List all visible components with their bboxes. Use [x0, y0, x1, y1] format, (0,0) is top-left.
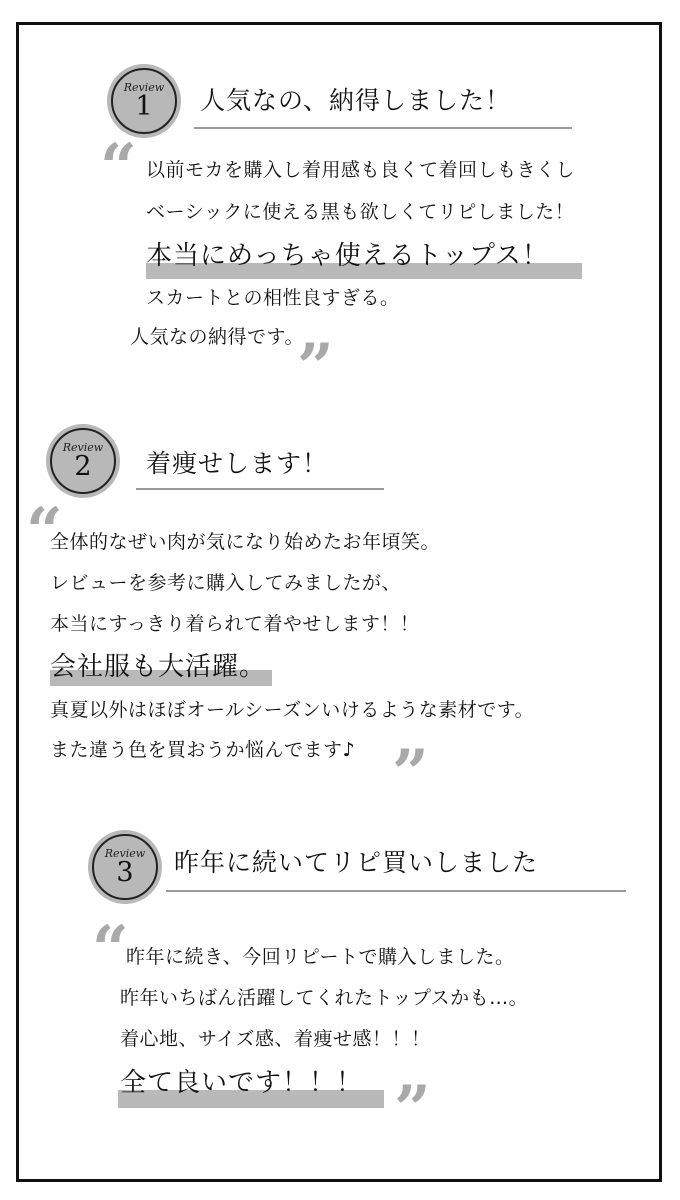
- review-title: 昨年に続いてリピ買いしました: [174, 848, 539, 877]
- review-text-line: 人気なの納得です。: [130, 326, 304, 348]
- review-text-line: また違う色を買おうか悩んでます♪: [50, 739, 356, 761]
- open-quote-icon: “: [26, 494, 63, 569]
- review-text-line: レビューを参考に購入してみましたが、: [50, 572, 402, 594]
- review-text-line: 以前モカを購入し着用感も良くて着回しもきくし: [146, 159, 576, 181]
- review-badge-3: [88, 830, 162, 904]
- review-number: 1: [135, 91, 153, 122]
- title-underline: [166, 890, 626, 892]
- review-text-line: 昨年いちばん活躍してくれたトップスかも…。: [120, 987, 529, 1009]
- review-highlight-text: 全て良いです！！！: [120, 1068, 364, 1098]
- review-badge-label: Review: [62, 441, 104, 454]
- title-underline: [194, 127, 572, 129]
- review-text-line: スカートとの相性良すぎる。: [146, 287, 400, 309]
- title-underline: [136, 488, 384, 490]
- review-highlight-text: 会社服も大活躍。: [50, 652, 267, 682]
- close-quote-icon: ”: [394, 1072, 431, 1147]
- review-badge-label: Review: [123, 81, 165, 94]
- review-title: 人気なの、納得しました！: [200, 86, 512, 115]
- review-text-line: 昨年に続き、今回リピートで購入しました。: [126, 946, 515, 968]
- open-quote-icon: “: [100, 130, 137, 205]
- review-text-line: 真夏以外はほぼオールシーズンいけるような素材です。: [50, 699, 535, 721]
- review-text-line: 本当にすっきり着られて着やせします！！: [50, 613, 420, 635]
- close-quote-icon: ”: [392, 736, 429, 811]
- review-text-line: 全体的なぜい肉が気になり始めたお年頃笑。: [50, 531, 441, 553]
- review-badge-1: [107, 64, 181, 138]
- review-number: 2: [74, 451, 92, 482]
- review-number: 3: [116, 857, 134, 888]
- close-quote-icon: ”: [297, 330, 334, 405]
- review-text-line: ベーシックに使える黒も欲しくてリピしました！: [146, 201, 575, 223]
- review-title: 着痩せします！: [146, 449, 329, 478]
- review-badge-label: Review: [104, 847, 146, 860]
- review-highlight-text: 本当にめっちゃ使えるトップス！: [146, 241, 549, 271]
- review-text-line: 着心地、サイズ感、着痩せ感！！！: [120, 1028, 431, 1050]
- review-badge-2: [46, 424, 120, 498]
- open-quote-icon: “: [92, 912, 129, 987]
